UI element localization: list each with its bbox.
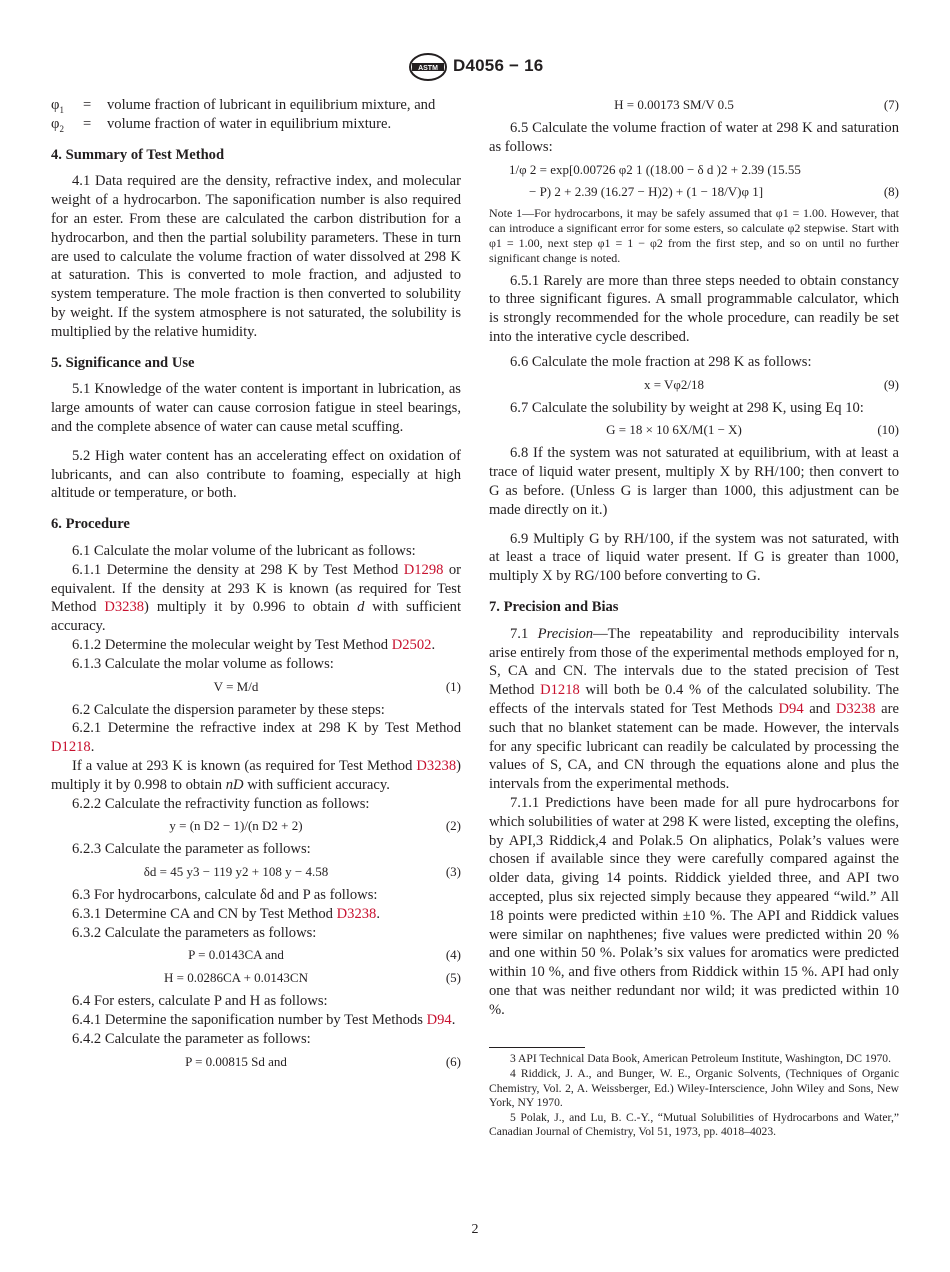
paragraph-6-1-1: 6.1.1 Determine the density at 298 K by Test Method D1298 or equivalent. If the density at 293 K is known (as required for Test Method D3238) multiply it by 0.996 to obtain d with sufficient accuracy. [51,561,461,635]
equation-7: H = 0.00173 SM/V 0.5 (7) [614,97,899,112]
paragraph-6-2-3: 6.2.3 Calculate the parameter as follows: [72,841,311,858]
equation-5: H = 0.0286CA + 0.0143CN (5) [164,970,461,986]
equation-9: x = Vφ2/18 (9) [643,376,899,392]
paragraph-6-1-3: 6.1.3 Calculate the molar volume as follows: [72,655,334,672]
left-column [51,96,461,1076]
paragraph-6-9: 6.9 Multiply G by RH/100, if the system was not saturated, with at least a trace of liquid water present. If G is greater than 1000, multiply X by RG/100 before converting to G. [489,530,899,585]
equation-8-line-1: 1/φ 2 = exp[0.00726 φ2 1 ((18.00 − δ d )2 + 2.39 (15.55 [509,161,801,177]
paragraph-6-3: 6.3 For hydrocarbons, calculate δd and P as follows: [72,887,378,904]
equation-10: G = 18 × 10 6X/M(1 − X) (10) [606,422,899,438]
paragraph-4-1: 4.1 Data required are the density, refractive index, and molecular weight of a hydrocarbon. The saponification number is also required for an ester. From these are calculated the carbon distribution for a hydrocarbon, and then the partial solubility parameters. These in turn are used to calculate the volume fraction of water dissolved at 298 K at saturation. This is converted to mole fraction, and adjusted to system temperature. The mole fraction is then converted to solubility by weight. If the system atmosphere is not saturated, the solubility is multiplied by the relative humidity. [51,173,461,340]
paragraph-6-7: 6.7 Calculate the solubility by weight at 298 K, using Eq 10: [510,399,864,416]
footnote-3: 3 API Technical Data Book, American Petroleum Institute, Washington, DC 1970. [510,1052,892,1066]
link-d94[interactable]: D94 [778,700,804,717]
paragraph-7-1: 7.1 Precision—The repeatability and reproducibility intervals arise entirely from those of the experimental methods employed for n, S, CA and CN. The intervals due to the stated precision of Test Method D1218 will both be 0.4 % of the calculated solubility. The effects of the intervals stated for Test Methods D94 and D3238 are such that no blanket statement can be made. However, the intervals for any specific lubricant can readily be calculated by processing the values of S, CA, and CN through the equations alone and plus the intervals from the experimental methods. [489,625,899,793]
page-header [0,52,950,86]
paragraph-6-1-2: 6.1.2 Determine the molecular weight by Test Method D2502. [72,636,436,653]
equation-8-line-2: − P) 2 + 2.39 (16.27 − H)2) + (1 − 18/V)φ 1] (8) [529,183,899,199]
paragraph-5-1: 5.1 Knowledge of the water content is important in lubrication, as large amounts of water can cause corrosion fatigue in steel bearings, and the complete absence of water can cause metal scuffing. [51,381,461,435]
definition-symbol: $\varphi_1$ [51,97,64,115]
paragraph-6-6: 6.6 Calculate the mole fraction at 298 K as follows: [510,353,812,370]
link-d3238[interactable]: D3238 [104,599,145,616]
paragraph-6-5: 6.5 Calculate the volume fraction of water at 298 K and saturation as follows: [489,120,899,155]
paragraph-6-3-2: 6.3.2 Calculate the parameters as follows: [72,924,317,941]
paragraph-6-8: 6.8 If the system was not saturated at equilibrium, with at least a trace of liquid water present, multiply X by RH/100; then convert to G as before. (Unless G is larger than 1000, this adjustment can be made directly on it.) [489,445,899,518]
definition-text: volume fraction of water in equilibrium mixture. [107,115,392,132]
paragraph-6-4-1: 6.4.1 Determine the saponification number by Test Methods D94. [72,1012,456,1029]
definition-equals: = [83,97,92,113]
paragraph-6-2-1: 6.2.1 Determine the refractive index at 298 K by Test Method D1218. [51,720,461,756]
astm-logo-icon [408,52,448,82]
definition-text: volume fraction of lubricant in equilibrium mixture, and [107,97,436,113]
equation-2: y = (n D2 − 1)/(n D2 + 2) (2) [169,818,461,834]
definition-symbol: $\varphi_2$ [51,115,64,134]
note-1: Note 1—For hydrocarbons, it may be safely assumed that φ1 = 1.00. However, that can introduce a significant error for some esters, so calculate φ2 stepwise. Start with φ1 = 1.00, next step φ1 = 1 − φ2 from the first step, and so on until no further significant change is noted. [489,205,899,265]
footnote-5: 5 Polak, J., and Lu, B. C.-Y., “Mutual Solubilities of Hydrocarbons and Water,” Canadian Journal of Chemistry, Vol 51, 1973, pp. 4018–4023. [489,1110,899,1139]
document-designation: D4056 − 16 [453,56,544,75]
equation-6: P = 0.00815 Sd and (6) [185,1053,461,1069]
section-title-7: 7. Precision and Bias [489,598,619,615]
definition-phi2 [51,115,461,134]
link-d3238[interactable]: D3238 [336,905,377,922]
equation-4: P = 0.0143CA and (4) [188,947,461,963]
link-d3238[interactable]: D3238 [416,757,457,774]
paragraph-7-1-1: 7.1.1 Predictions have been made for all pure hydrocarbons for which solubilities of water at 298 K were listed, excepting the olefins, by API,3 Riddick,4 and Polak.5 On aliphatics, Polak’s values were chosen if available since they were carefully compared against the older data, giving 14 points. Riddick yielded three, and API two accepted, plus six rejected simply because they appeared “wild.” All 18 points were predicted within ±10 %. The API and Riddick values were similar on naphthenes; five values were predicted within 20 % and one within 50 %. Polak’s six values for aromatics were predicted within 10 %, and five others from Riddick within 15 %. API had only one that was neither redundant nor wild; it was predicted within 10 %. [489,794,899,1018]
paragraph-6-4-2: 6.4.2 Calculate the parameter as follows: [72,1031,311,1048]
paragraph-6-4: 6.4 For esters, calculate P and H as follows: [72,993,328,1010]
right-column [489,96,899,1140]
paragraph-6-3-1: 6.3.1 Determine CA and CN by Test Method D3238. [72,905,381,922]
section-title-5: 5. Significance and Use [51,354,195,371]
link-d2502[interactable]: D2502 [391,636,432,653]
page-number: 2 [471,1222,479,1237]
definition-phi1 [51,96,461,115]
footnote-4: 4 Riddick, J. A., and Bunger, W. E., Organic Solvents, (Techniques of Organic Chemistry, Vol. 2, A. Weissberger, Ed.) Wiley-Interscience, John Wiley and Sons, New York, NY 1970. [489,1067,899,1110]
section-title-4: 4. Summary of Test Method [51,146,225,163]
equation-1: V = M/d (1) [213,678,461,694]
link-d3238[interactable]: D3238 [835,700,876,717]
paragraph-6-2-2: 6.2.2 Calculate the refractivity function as follows: [72,795,370,812]
paragraph-6-2-1-cont: If a value at 293 K is known (as required for Test Method D3238) multiply it by 0.998 to obtain nD with sufficient accuracy. [51,757,461,793]
link-d94[interactable]: D94 [426,1012,452,1029]
link-d1218[interactable]: D1218 [51,739,91,756]
definition-equals: = [83,115,92,132]
paragraph-6-5-1: 6.5.1 Rarely are more than three steps needed to obtain constancy to three significant figures. A small programmable calculator, which is strongly recommended for the whole procedure, can readily be set into the interative cycle described. [489,272,899,345]
footnote-divider [489,1047,585,1048]
section-title-6: 6. Procedure [51,516,130,533]
equation-3: δd = 45 y3 − 119 y2 + 108 y − 4.58 (3) [143,864,461,880]
paragraph-6-2: 6.2 Calculate the dispersion parameter by these steps: [72,701,385,718]
svg-text:ASTM: ASTM [418,65,438,72]
link-d1218[interactable]: D1218 [540,682,580,699]
paragraph-5-2: 5.2 High water content has an accelerating effect on oxidation of lubricants, and can also contribute to foaming, especially at high altitude or temperature, or both. [51,447,461,502]
link-d1298[interactable]: D1298 [403,561,444,578]
paragraph-6-1: 6.1 Calculate the molar volume of the lubricant as follows: [72,542,416,559]
